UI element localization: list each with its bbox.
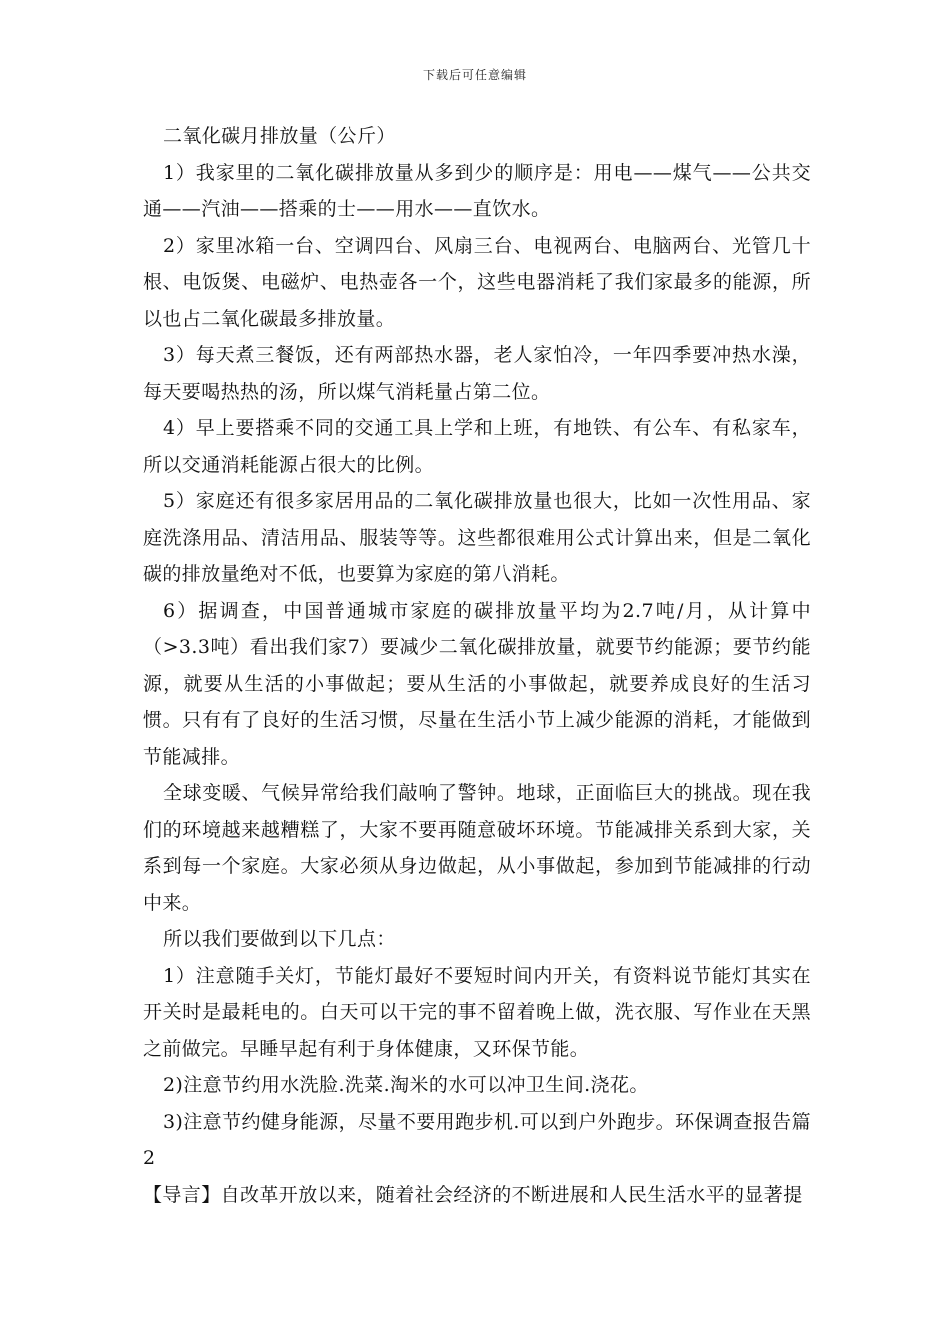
- paragraph: 全球变暖、气候异常给我们敲响了警钟。地球，正面临巨大的挑战。现在我们的环境越来越糟糕了，大家不要再随意破坏环境。节能减排关系到大家，关系到每一个家庭。大家必须从身边做起，从小事做起，参加到节能减排的行动中来。: [143, 782, 811, 914]
- paragraph: 1）我家里的二氧化碳排放量从多到少的顺序是：用电——煤气——公共交通——汽油——搭乘的士——用水——直饮水。: [143, 161, 811, 220]
- paragraph: 二氧化碳月排放量（公斤）: [162, 125, 396, 147]
- paragraph: 3）每天煮三餐饭，还有两部热水器，老人家怕冷，一年四季要冲热水澡，每天要喝热热的汤，所以煤气消耗量占第二位。: [143, 344, 811, 403]
- paragraph: 所以我们要做到以下几点：: [162, 928, 396, 950]
- paragraph: 5）家庭还有很多家居用品的二氧化碳排放量也很大，比如一次性用品、家庭洗涤用品、清洁用品、服装等等。这些都很难用公式计算出来，但是二氧化碳的排放量绝对不低，也要算为家庭的第八消耗。: [143, 490, 811, 585]
- paragraph: 2）家里冰箱一台、空调四台、风扇三台、电视两台、电脑两台、光管几十根、电饭煲、电磁炉、电热壶各一个，这些电器消耗了我们家最多的能源，所以也占二氧化碳最多排放量。: [143, 234, 811, 330]
- paragraph: 【导言】自改革开放以来，随着社会经济的不断进展和人民生活水平的显著提: [143, 1183, 803, 1206]
- paragraph: 3)注意节约健身能源，尽量不要用跑步机.可以到户外跑步。环保调查报告篇2: [143, 1110, 811, 1169]
- paragraph: 4）早上要搭乘不同的交通工具上学和上班，有地铁、有公车、有私家车，所以交通消耗能源占很大的比例。: [143, 417, 811, 476]
- paragraph: 6）据调查，中国普通城市家庭的碳排放量平均为2.7吨/月，从计算中（>3.3吨）看出我们家7）要减少二氧化碳排放量，就要节约能源；要节约能源，就要从生活的小事做起；要从生活的小事做起，就要养成良好的生活习惯。只有有了良好的生活习惯，尽量在生活小节上减少能源的消耗，才能做到节能减排。: [143, 599, 811, 768]
- document-body: [143, 118, 811, 1213]
- paragraph: 1）注意随手关灯，节能灯最好不要短时间内开关，有资料说节能灯其实在开关时是最耗电的。白天可以干完的事不留着晚上做，洗衣服、写作业在天黑之前做完。早睡早起有利于身体健康，又环保节能。: [143, 964, 811, 1060]
- paragraph: 2)注意节约用水洗脸.洗菜.淘米的水可以冲卫生间.浇花。: [162, 1074, 649, 1096]
- page-header-note: 下载后可任意编辑: [422, 68, 527, 82]
